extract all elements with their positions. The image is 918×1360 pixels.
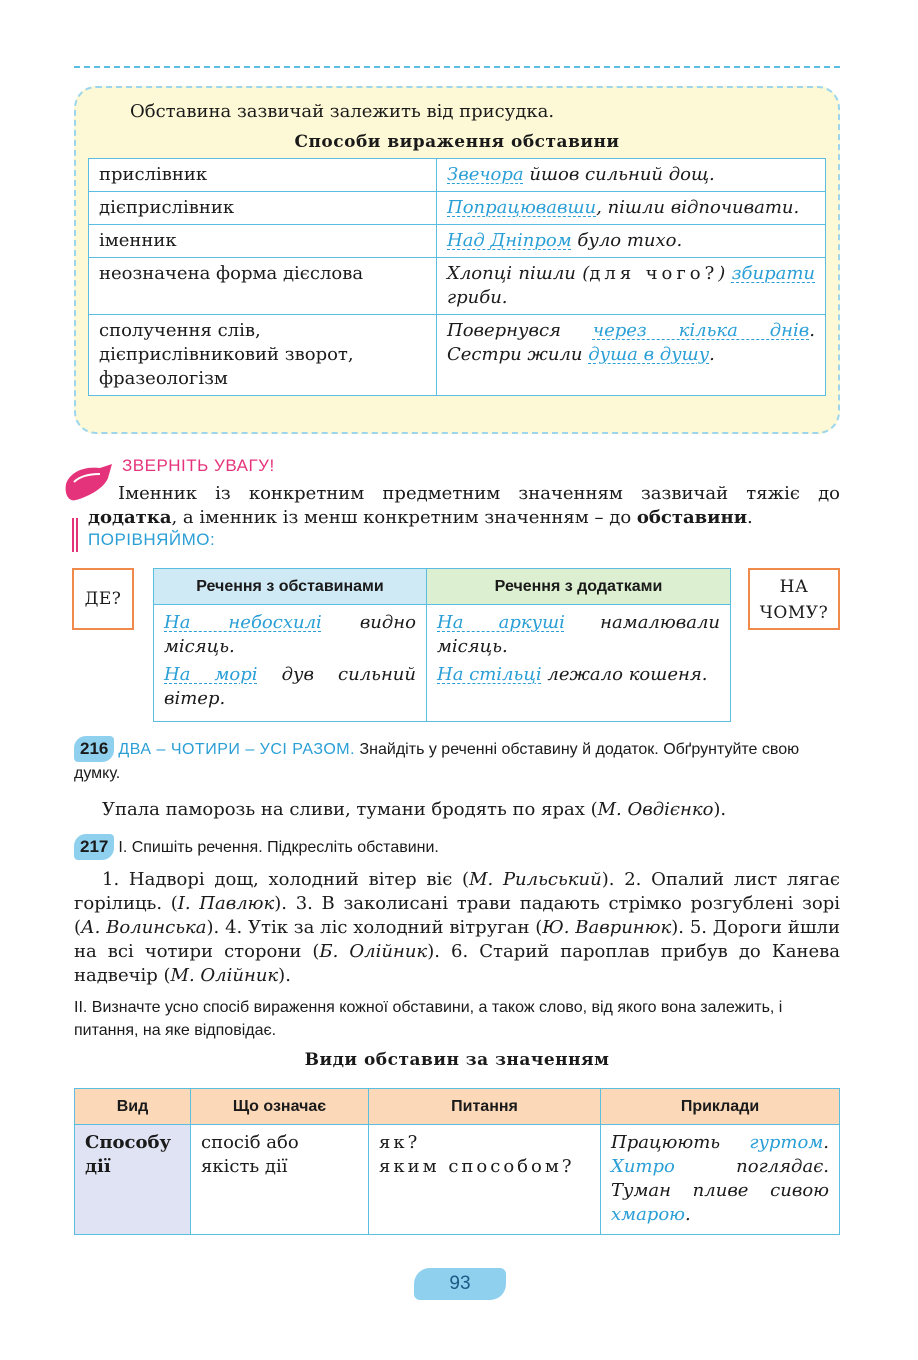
expression-example bbox=[437, 258, 826, 315]
text-run: було тихо. bbox=[571, 230, 683, 251]
sentence-part: ). bbox=[278, 965, 291, 986]
underlined-adverbial: Над Дніпром bbox=[447, 230, 572, 251]
text-run: намалювали місяць. bbox=[437, 612, 720, 657]
table-row bbox=[89, 159, 826, 192]
highlighted-word: Хитро bbox=[611, 1156, 675, 1177]
question-where-box: ДЕ? bbox=[72, 568, 134, 630]
highlighted-word: хмарою bbox=[611, 1204, 686, 1225]
page-number: 93 bbox=[414, 1268, 506, 1300]
table-row bbox=[89, 258, 826, 315]
sentence-part: Ю. Вавринюк bbox=[542, 917, 672, 938]
text-run: поглядає. bbox=[674, 1156, 829, 1177]
text-run: гриби. bbox=[447, 287, 508, 308]
underlined-adverbial: На морі bbox=[164, 664, 258, 685]
text-run: Хлопці пішли ( bbox=[447, 263, 590, 284]
bold-term: обставини bbox=[636, 507, 748, 528]
text-run: . Сестри жили bbox=[447, 320, 816, 365]
sentence-part: 1. Надворі дощ, холодний вітер віє ( bbox=[102, 869, 470, 890]
attention-bar bbox=[72, 518, 78, 552]
text-run: . bbox=[823, 1132, 829, 1153]
expression-example bbox=[437, 225, 826, 258]
compare-label: ПОРІВНЯЙМО: bbox=[88, 530, 216, 549]
example-sentence bbox=[437, 611, 720, 659]
sentence-part: ). bbox=[671, 917, 690, 938]
expression-kind: іменник bbox=[89, 225, 437, 258]
sentence-part: 5. Дороги йшли на всі чотири сторони ( bbox=[74, 917, 840, 962]
highlighted-word: гуртом bbox=[749, 1132, 824, 1153]
exercise-number: 217 bbox=[74, 834, 114, 860]
col-header-examples: Приклади bbox=[601, 1089, 840, 1125]
exercise-217 bbox=[74, 834, 840, 1042]
rule-caption: Способи вираження обставини bbox=[294, 132, 620, 152]
text-run: . bbox=[685, 1204, 691, 1225]
bold-term: додатка bbox=[88, 507, 172, 528]
sentence-part: ). bbox=[206, 917, 226, 938]
col-header-objects: Речення з додатками bbox=[427, 569, 731, 605]
rule-box bbox=[74, 86, 840, 434]
exercise-217-task: 217 І. Спишіть речення. Підкресліть обставини. bbox=[74, 834, 840, 860]
col-header-question: Питання bbox=[369, 1089, 601, 1125]
text-run: Працюють bbox=[611, 1132, 750, 1153]
example-sentence bbox=[611, 1180, 829, 1225]
kind-cell: Способу дії bbox=[75, 1125, 191, 1235]
underlined-adverbial: через кілька днів bbox=[592, 320, 810, 341]
exercise-216-text: Упала паморозь на сливи, тумани бродять по ярах (М. Овдієнко). bbox=[102, 799, 727, 820]
col-header-meaning: Що означає bbox=[191, 1089, 369, 1125]
exercise-217-task-2: ІІ. Визначте усно спосіб вираження кожної обставини, а також слово, від якого вона залежить, і питання, на яке відповідає. bbox=[74, 999, 783, 1039]
expression-kind: дієприслівник bbox=[89, 192, 437, 225]
table-row bbox=[89, 315, 826, 396]
question-text: для чого? bbox=[589, 263, 719, 284]
example-sentence bbox=[437, 663, 720, 687]
table-row bbox=[89, 225, 826, 258]
attention-title: ЗВЕРНІТЬ УВАГУ! bbox=[122, 456, 275, 475]
sentence-part: 4. Утік за ліс холодний вітруган ( bbox=[225, 917, 543, 938]
text-run: видно місяць. bbox=[164, 612, 416, 657]
adverbial-examples bbox=[154, 605, 427, 722]
text-run: лежало кошеня. bbox=[541, 664, 708, 685]
sentence-part: І. Павлюк bbox=[177, 893, 275, 914]
types-table bbox=[74, 1088, 840, 1235]
underlined-adverbial: На стільці bbox=[437, 664, 542, 685]
underlined-adverbial: Попрацювавши bbox=[447, 197, 597, 218]
table-row bbox=[89, 192, 826, 225]
example-sentence bbox=[611, 1132, 829, 1153]
top-dashed-rule bbox=[74, 66, 840, 68]
text-run: дув сильний вітер. bbox=[164, 664, 416, 709]
col-header-adverbials: Речення з обставинами bbox=[154, 569, 427, 605]
sentence-part: ). bbox=[274, 893, 296, 914]
object-examples bbox=[427, 605, 731, 722]
underlined-adverbial: Звечора bbox=[447, 164, 524, 185]
text-run: , пішли відпочивати. bbox=[596, 197, 800, 218]
exercise-216 bbox=[74, 736, 840, 822]
sentence-part: М. Рильський bbox=[469, 869, 602, 890]
example-sentence bbox=[611, 1156, 829, 1177]
underlined-adverbial: На небосхилі bbox=[164, 612, 322, 633]
expression-example bbox=[437, 159, 826, 192]
expression-kind: неозначена форма дієслова bbox=[89, 258, 437, 315]
sentence-part: 6. Старий пароплав прибув до Канева надвечір ( bbox=[74, 941, 841, 986]
sentence-part: 3. В заколисані трави падають стрімко розгублені зорі ( bbox=[74, 893, 841, 938]
question-on-what-box: НА ЧОМУ? bbox=[748, 568, 840, 630]
attention-text: Іменник із конкретним предметним значенням зазвичай тяжіє до додатка, а іменник із менш конкретним значенням – до обставини. bbox=[88, 483, 840, 528]
text-run: . bbox=[709, 344, 715, 365]
text-run: Повернувся bbox=[447, 320, 593, 341]
text-run: йшов сильний дощ. bbox=[523, 164, 715, 185]
underlined-adverbial: збирати bbox=[731, 263, 815, 284]
exercise-217-text bbox=[74, 868, 840, 988]
comparison-table bbox=[153, 568, 731, 722]
sentence-part: ). bbox=[427, 941, 451, 962]
underlined-adverbial: На аркуші bbox=[437, 612, 565, 633]
sentence-part: 2. Опалий лист лягає горілиць. ( bbox=[74, 869, 841, 914]
underlined-adverbial: душа в душу bbox=[588, 344, 710, 365]
exercise-216-task: 216 ДВА – ЧОТИРИ – УСІ РАЗОМ. Знайдіть у реченні обставину й додаток. Обґрунтуйте свою думку. bbox=[74, 736, 840, 786]
text-run: ) bbox=[718, 263, 732, 284]
expression-example bbox=[437, 192, 826, 225]
question-cell: як? яким способом? bbox=[369, 1125, 601, 1235]
sentence-part: ). bbox=[601, 869, 625, 890]
examples-cell bbox=[601, 1125, 840, 1235]
expression-example bbox=[437, 315, 826, 396]
types-caption: Види обставин за значенням bbox=[304, 1050, 610, 1070]
rule-lead: Обставина зазвичай залежить від присудка. bbox=[130, 101, 555, 122]
expression-kind: прислівник bbox=[89, 159, 437, 192]
sentence-part: А. Волинська bbox=[81, 917, 207, 938]
meaning-cell: спосіб або якість дії bbox=[191, 1125, 369, 1235]
sentence-part: М. Олійник bbox=[170, 965, 279, 986]
example-sentence bbox=[164, 611, 416, 659]
exercise-number: 216 bbox=[74, 736, 114, 762]
table-row bbox=[75, 1125, 840, 1235]
expression-table bbox=[88, 158, 826, 396]
example-sentence bbox=[164, 663, 416, 711]
col-header-kind: Вид bbox=[75, 1089, 191, 1125]
text-run: Туман пливе сивою bbox=[611, 1180, 829, 1201]
expression-kind: сполучення слів, дієприслівниковий зворот, фразеологізм bbox=[89, 315, 437, 396]
sentence-part: Б. Олійник bbox=[319, 941, 428, 962]
